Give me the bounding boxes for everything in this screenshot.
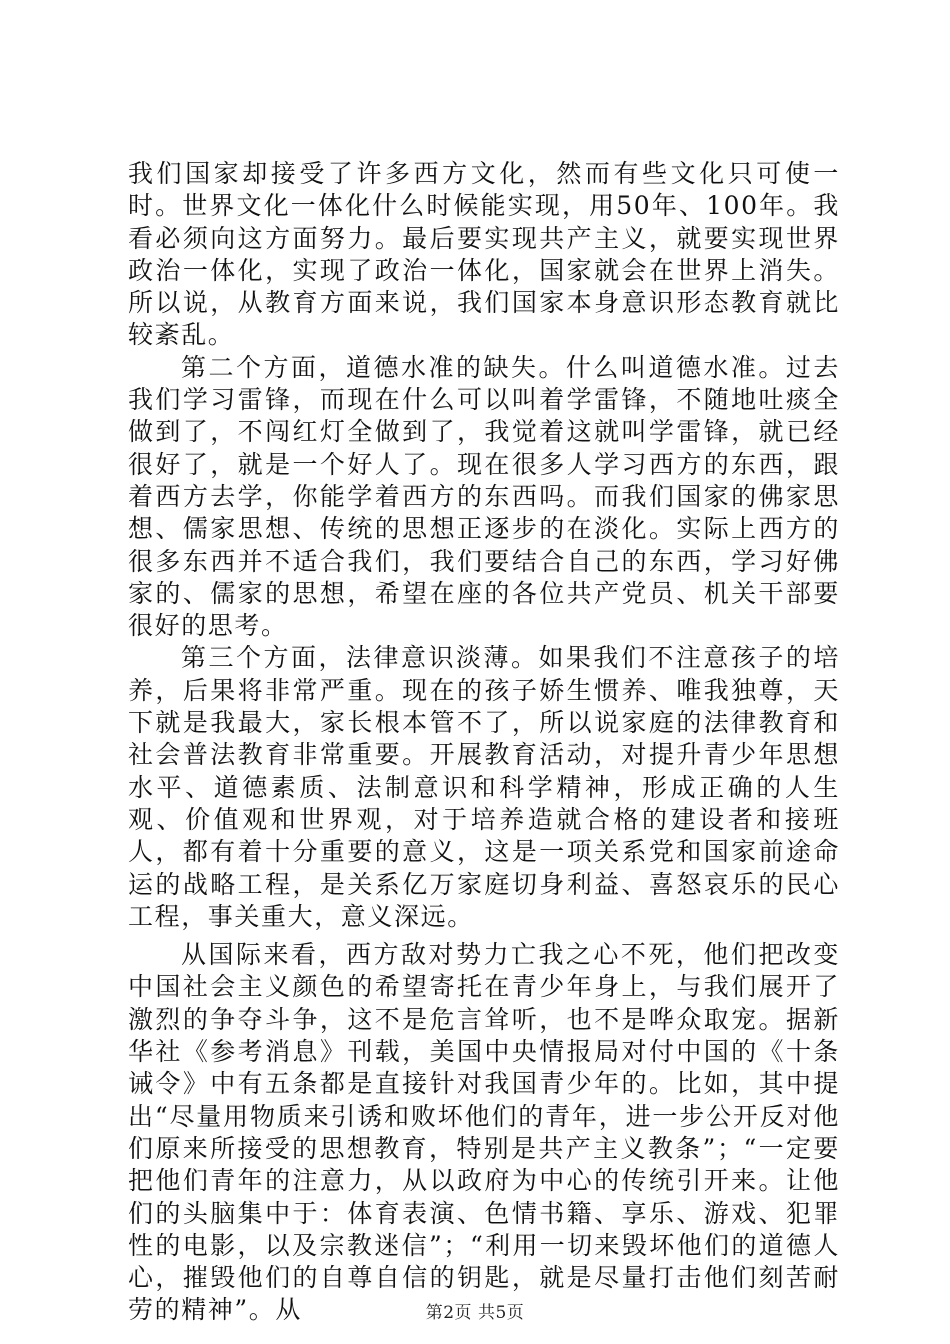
page-number-footer: 第2页 共5页: [425, 1303, 525, 1323]
paragraph-international-view: 从国际来看，西方敌对势力亡我之心不死，他们把改变中国社会主义颜色的希望寄托在青少年身上，与我们展开了激烈的争夺斗争，这不是危言耸听，也不是哗众取宠。据新华社《参考消息》刊载，美国中央情报局对付中国的《十条诫令》中有五条都是直接针对我国青少年的。比如，其中提出“尽量用物质来引诱和败坏他们的青年，进一步公开反对他们原来所接受的思想教育，特别是共产主义教条”；“一定要把他们青年的注意力，从以政府为中心的传统引开来。让他们的头脑集中于：体育表演、色情书籍、享乐、游戏、犯罪性的电影，以及宗教迷信”；“利用一切来毁坏他们的道德人心，摧毁他们的自尊自信的钥匙，就是尽量打击他们刻苦耐劳的精神”。从: [128, 940, 840, 1325]
paragraph-moral-standards: 第二个方面，道德水准的缺失。什么叫道德水准。过去我们学习雷锋，而现在什么可以叫着学雷锋，不随地吐痰全做到了，不闯红灯全做到了，我觉着这就叫学雷锋，就已经很好了，就是一个好人了。现在很多人学习西方的东西，跟着西方去学，你能学着西方的东西吗。而我们国家的佛家思想、儒家思想、传统的思想正逐步的在淡化。实际上西方的很多东西并不适合我们，我们要结合自己的东西，学习好佛家的、儒家的思想，希望在座的各位共产党员、机关干部要很好的思考。: [128, 352, 840, 641]
paragraph-continuation: 我们国家却接受了许多西方文化，然而有些文化只可使一时。世界文化一体化什么时候能实现，用50年、100年。我看必须向这方面努力。最后要实现共产主义，就要实现世界政治一体化，实现了政治一体化，国家就会在世界上消失。所以说，从教育方面来说，我们国家本身意识形态教育就比较紊乱。: [128, 159, 840, 350]
paragraph-legal-awareness: 第三个方面，法律意识淡薄。如果我们不注意孩子的培养，后果将非常严重。现在的孩子娇生惯养、唯我独尊，天下就是我最大，家长根本管不了，所以说家庭的法律教育和社会普法教育非常重要。开展教育活动，对提升青少年思想水平、道德素质、法制意识和科学精神，形成正确的人生观、价值观和世界观，对于培养造就合格的建设者和接班人，都有着十分重要的意义，这是一项关系党和国家前途命运的战略工程，是关系亿万家庭切身利益、喜怒哀乐的民心工程，事关重大，意义深远。: [128, 643, 840, 931]
document-body: [128, 158, 840, 1327]
